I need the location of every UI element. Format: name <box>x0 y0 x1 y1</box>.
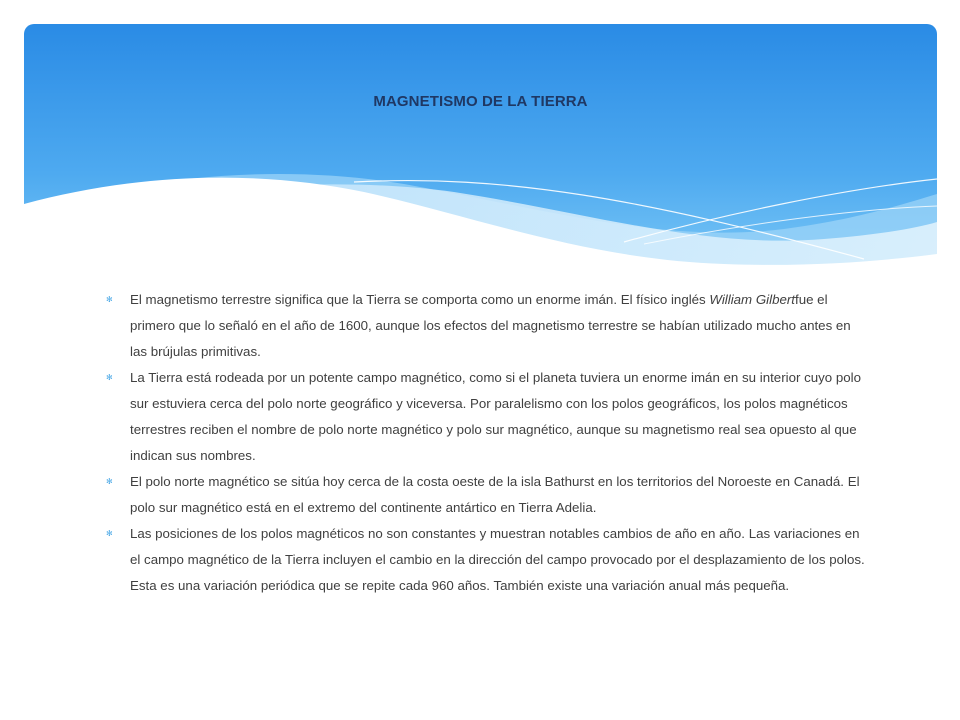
slide-title: MAGNETISMO DE LA TIERRA <box>373 93 588 110</box>
bullet-list <box>100 287 870 599</box>
bullet-2-text: La Tierra está rodeada por un potente campo magnético, como si el planeta tuviera un enorme imán en su interior cuyo polo sur estuviera cerca del polo norte geográfico y viceversa. Por paralelismo con los polos geográficos, los polos magnéticos terrestres reciben el nombre de polo norte magnético y polo sur magnético, aunque su magnetismo real sea opuesto al que indican sus nombres. <box>130 370 862 463</box>
bullet-item-1 <box>100 287 870 365</box>
asterisk-bullet-icon: ✻ <box>106 529 113 538</box>
bullet-item-4 <box>100 521 870 599</box>
bullet-3-text: El polo norte magnético se sitúa hoy cerca de la costa oeste de la isla Bathurst en los territorios del Noroeste en Canadá. El polo sur magnético está en el extremo del continente antártico en Tierra Adelia. <box>130 474 860 515</box>
header-wave-banner <box>24 24 937 274</box>
asterisk-bullet-icon: ✻ <box>106 295 113 304</box>
wave-graphic <box>24 24 937 274</box>
bullet-1-text-before: El magnetismo terrestre significa que la Tierra se comporta como un enorme imán. El físico inglés <box>130 292 710 307</box>
bullet-1-emphasis: William Gilbert <box>709 292 795 307</box>
bullet-1-text-after: fue el primero que lo señaló en el año de 1600, aunque los efectos del magnetismo terrestre se habían utilizado mucho antes en las brújulas primitivas. <box>130 292 851 359</box>
asterisk-bullet-icon: ✻ <box>106 373 113 382</box>
asterisk-bullet-icon: ✻ <box>106 477 113 486</box>
bullet-4-text: Las posiciones de los polos magnéticos no son constantes y muestran notables cambios de año en año. Las variaciones en el campo magnético de la Tierra incluyen el cambio en la dirección del campo provocado por el desplazamiento de los polos. Esta es una variación periódica que se repite cada 960 años. También existe una variación anual más pequeña. <box>130 526 865 593</box>
bullet-item-2 <box>100 365 870 469</box>
bullet-item-3 <box>100 469 870 521</box>
